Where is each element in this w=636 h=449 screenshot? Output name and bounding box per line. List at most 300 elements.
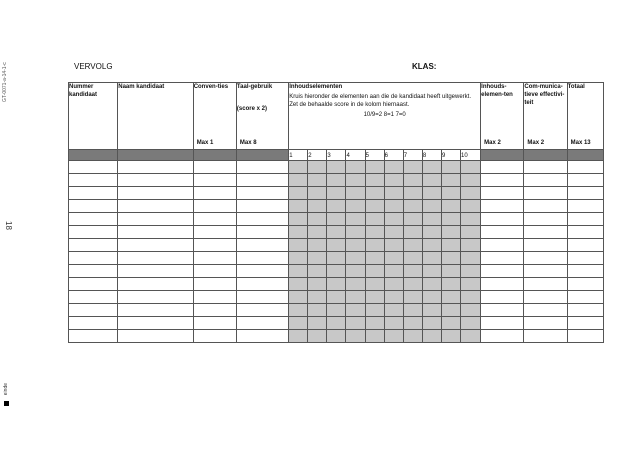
number-cell-blank — [524, 150, 567, 161]
totaal-cell[interactable] — [567, 239, 603, 252]
nummer-cell[interactable] — [69, 226, 118, 239]
col-totaal-max: Max 13 — [570, 139, 591, 146]
element-checkbox-cell[interactable] — [461, 213, 481, 226]
totaal-cell[interactable] — [567, 304, 603, 317]
number-cell-blank — [567, 150, 603, 161]
element-checkbox-cell[interactable] — [441, 304, 460, 317]
number-cell-blank — [193, 150, 236, 161]
communicatieve-cell[interactable] — [524, 304, 567, 317]
element-checkbox-cell[interactable] — [346, 265, 365, 278]
element-checkbox-cell[interactable] — [384, 317, 403, 330]
col-communicatieve-max: Max 2 — [527, 139, 545, 146]
element-checkbox-cell[interactable] — [365, 265, 384, 278]
naam-cell[interactable] — [118, 213, 193, 226]
conventies-cell[interactable] — [193, 239, 236, 252]
element-checkbox-cell[interactable] — [441, 213, 460, 226]
element-checkbox-cell[interactable] — [422, 226, 441, 239]
element-checkbox-cell[interactable] — [346, 174, 365, 187]
end-marker-icon — [4, 401, 9, 406]
element-checkbox-cell[interactable] — [384, 304, 403, 317]
document-code: GT-0071-a-14-1-c — [2, 62, 8, 102]
element-checkbox-cell[interactable] — [461, 278, 481, 291]
number-cell-blank — [118, 150, 193, 161]
element-checkbox-cell[interactable] — [289, 174, 308, 187]
element-number: 4 — [346, 150, 365, 161]
naam-cell[interactable] — [118, 239, 193, 252]
element-checkbox-cell[interactable] — [441, 239, 460, 252]
element-checkbox-cell[interactable] — [441, 200, 460, 213]
element-checkbox-cell[interactable] — [384, 239, 403, 252]
element-checkbox-cell[interactable] — [422, 161, 441, 174]
nummer-cell[interactable] — [69, 213, 118, 226]
element-checkbox-cell[interactable] — [289, 187, 308, 200]
element-checkbox-cell[interactable] — [308, 330, 327, 343]
naam-cell[interactable] — [118, 174, 193, 187]
table-row — [69, 174, 604, 187]
element-checkbox-cell[interactable] — [327, 278, 346, 291]
element-checkbox-cell[interactable] — [308, 252, 327, 265]
element-checkbox-cell[interactable] — [365, 304, 384, 317]
table-row — [69, 265, 604, 278]
element-checkbox-cell[interactable] — [422, 291, 441, 304]
element-number: 5 — [365, 150, 384, 161]
col-inhoud — [289, 83, 481, 150]
element-checkbox-cell[interactable] — [461, 252, 481, 265]
element-checkbox-cell[interactable] — [461, 239, 481, 252]
inhoudselementen-cell[interactable] — [481, 304, 524, 317]
element-checkbox-cell[interactable] — [308, 187, 327, 200]
table-row — [69, 252, 604, 265]
element-checkbox-cell[interactable] — [422, 252, 441, 265]
conventies-cell[interactable] — [193, 291, 236, 304]
nummer-cell[interactable] — [69, 187, 118, 200]
communicatieve-cell[interactable] — [524, 265, 567, 278]
element-checkbox-cell[interactable] — [403, 187, 422, 200]
number-cell-blank — [481, 150, 524, 161]
element-checkbox-cell[interactable] — [308, 174, 327, 187]
naam-cell[interactable] — [118, 161, 193, 174]
conventies-cell[interactable] — [193, 330, 236, 343]
element-checkbox-cell[interactable] — [308, 265, 327, 278]
element-checkbox-cell[interactable] — [384, 265, 403, 278]
element-checkbox-cell[interactable] — [327, 252, 346, 265]
naam-cell[interactable] — [118, 265, 193, 278]
table-row — [69, 161, 604, 174]
element-checkbox-cell[interactable] — [461, 200, 481, 213]
col-nummer — [69, 83, 118, 150]
communicatieve-cell[interactable] — [524, 278, 567, 291]
element-checkbox-cell[interactable] — [308, 317, 327, 330]
taalgebruik-cell[interactable] — [236, 317, 288, 330]
element-checkbox-cell[interactable] — [403, 161, 422, 174]
totaal-cell[interactable] — [567, 278, 603, 291]
nummer-cell[interactable] — [69, 252, 118, 265]
element-checkbox-cell[interactable] — [461, 265, 481, 278]
element-checkbox-cell[interactable] — [403, 291, 422, 304]
nummer-cell[interactable] — [69, 330, 118, 343]
element-checkbox-cell[interactable] — [308, 200, 327, 213]
element-checkbox-cell[interactable] — [384, 174, 403, 187]
col-nummer-title: Nummer kandidaat — [69, 84, 98, 99]
col-inhoud-desc: Kruis hieronder de elementen aan die de kandidaat heeft uitgewerkt. Zet de behaalde score in de kolom hiernaast. — [289, 94, 471, 109]
communicatieve-cell[interactable] — [524, 330, 567, 343]
taalgebruik-cell[interactable] — [236, 213, 288, 226]
col-inhoud-scores: 10/9=2 8=1 7=0 — [363, 112, 406, 119]
element-checkbox-cell[interactable] — [403, 330, 422, 343]
element-checkbox-cell[interactable] — [308, 161, 327, 174]
element-number: 2 — [308, 150, 327, 161]
element-checkbox-cell[interactable] — [289, 200, 308, 213]
totaal-cell[interactable] — [567, 291, 603, 304]
element-checkbox-cell[interactable] — [441, 278, 460, 291]
nummer-cell[interactable] — [69, 304, 118, 317]
element-checkbox-cell[interactable] — [461, 161, 481, 174]
element-checkbox-cell[interactable] — [461, 330, 481, 343]
element-checkbox-cell[interactable] — [327, 200, 346, 213]
totaal-cell[interactable] — [567, 187, 603, 200]
element-checkbox-cell[interactable] — [403, 213, 422, 226]
totaal-cell[interactable] — [567, 265, 603, 278]
naam-cell[interactable] — [118, 304, 193, 317]
taalgebruik-cell[interactable] — [236, 265, 288, 278]
element-checkbox-cell[interactable] — [422, 174, 441, 187]
element-checkbox-cell[interactable] — [327, 330, 346, 343]
element-checkbox-cell[interactable] — [289, 239, 308, 252]
conventies-cell[interactable] — [193, 213, 236, 226]
communicatieve-cell[interactable] — [524, 252, 567, 265]
end-label: einde — [3, 383, 9, 396]
element-checkbox-cell[interactable] — [289, 265, 308, 278]
element-checkbox-cell[interactable] — [289, 330, 308, 343]
communicatieve-cell[interactable] — [524, 187, 567, 200]
taalgebruik-cell[interactable] — [236, 278, 288, 291]
element-checkbox-cell[interactable] — [422, 239, 441, 252]
element-checkbox-cell[interactable] — [327, 239, 346, 252]
inhoudselementen-cell[interactable] — [481, 252, 524, 265]
element-checkbox-cell[interactable] — [422, 200, 441, 213]
naam-cell[interactable] — [118, 252, 193, 265]
element-checkbox-cell[interactable] — [422, 278, 441, 291]
table-row — [69, 239, 604, 252]
nummer-cell[interactable] — [69, 200, 118, 213]
element-checkbox-cell[interactable] — [403, 226, 422, 239]
totaal-cell[interactable] — [567, 252, 603, 265]
element-checkbox-cell[interactable] — [365, 330, 384, 343]
element-checkbox-cell[interactable] — [384, 187, 403, 200]
col-taalgebruik-title: Taal-gebruik — [236, 84, 273, 90]
element-number: 3 — [327, 150, 346, 161]
col-taalgebruik-sub: (score x 2) — [236, 106, 267, 113]
element-checkbox-cell[interactable] — [422, 265, 441, 278]
element-checkbox-cell[interactable] — [365, 187, 384, 200]
col-naam-title: Naam kandidaat — [118, 84, 165, 90]
page-number: 18 — [3, 221, 13, 230]
inhoudselementen-cell[interactable] — [481, 317, 524, 330]
element-checkbox-cell[interactable] — [403, 200, 422, 213]
naam-cell[interactable] — [118, 317, 193, 330]
totaal-cell[interactable] — [567, 174, 603, 187]
element-number: 9 — [441, 150, 460, 161]
element-number: 1 — [289, 150, 308, 161]
element-checkbox-cell[interactable] — [308, 239, 327, 252]
element-checkbox-cell[interactable] — [441, 330, 460, 343]
element-checkbox-cell[interactable] — [327, 317, 346, 330]
taalgebruik-cell[interactable] — [236, 226, 288, 239]
taalgebruik-cell[interactable] — [236, 174, 288, 187]
col-inhoudselementen-max: Max 2 — [484, 139, 501, 146]
totaal-cell[interactable] — [567, 200, 603, 213]
element-checkbox-cell[interactable] — [308, 213, 327, 226]
inhoudselementen-cell[interactable] — [481, 200, 524, 213]
element-checkbox-cell[interactable] — [346, 226, 365, 239]
element-checkbox-cell[interactable] — [327, 265, 346, 278]
conventies-cell[interactable] — [193, 252, 236, 265]
taalgebruik-cell[interactable] — [236, 187, 288, 200]
taalgebruik-cell[interactable] — [236, 252, 288, 265]
element-checkbox-cell[interactable] — [327, 213, 346, 226]
element-checkbox-cell[interactable] — [346, 252, 365, 265]
taalgebruik-cell[interactable] — [236, 200, 288, 213]
element-checkbox-cell[interactable] — [422, 213, 441, 226]
naam-cell[interactable] — [118, 291, 193, 304]
table-row — [69, 330, 604, 343]
conventies-cell[interactable] — [193, 187, 236, 200]
element-checkbox-cell[interactable] — [461, 187, 481, 200]
element-checkbox-cell[interactable] — [441, 252, 460, 265]
element-number: 6 — [384, 150, 403, 161]
element-checkbox-cell[interactable] — [346, 161, 365, 174]
table-row — [69, 226, 604, 239]
element-checkbox-cell[interactable] — [289, 252, 308, 265]
element-checkbox-cell[interactable] — [365, 317, 384, 330]
communicatieve-cell[interactable] — [524, 213, 567, 226]
element-checkbox-cell[interactable] — [346, 278, 365, 291]
element-checkbox-cell[interactable] — [422, 187, 441, 200]
element-number: 7 — [403, 150, 422, 161]
col-conventies-title: Conven-ties — [193, 84, 229, 90]
element-checkbox-cell[interactable] — [441, 317, 460, 330]
col-taalgebruik-max: Max 8 — [239, 139, 257, 146]
element-checkbox-cell[interactable] — [327, 226, 346, 239]
conventies-cell[interactable] — [193, 161, 236, 174]
nummer-cell[interactable] — [69, 278, 118, 291]
col-inhoudselementen-title: Inhouds-elemen-ten — [481, 84, 513, 99]
element-checkbox-cell[interactable] — [308, 278, 327, 291]
element-checkbox-cell[interactable] — [461, 226, 481, 239]
element-checkbox-cell[interactable] — [422, 317, 441, 330]
totaal-cell[interactable] — [567, 330, 603, 343]
element-checkbox-cell[interactable] — [308, 291, 327, 304]
naam-cell[interactable] — [118, 278, 193, 291]
element-checkbox-cell[interactable] — [289, 291, 308, 304]
nummer-cell[interactable] — [69, 265, 118, 278]
element-checkbox-cell[interactable] — [441, 226, 460, 239]
table-row — [69, 317, 604, 330]
element-checkbox-cell[interactable] — [422, 330, 441, 343]
col-taalgebruik — [236, 83, 288, 150]
element-checkbox-cell[interactable] — [384, 226, 403, 239]
nummer-cell[interactable] — [69, 174, 118, 187]
element-number-row — [69, 150, 604, 161]
taalgebruik-cell[interactable] — [236, 304, 288, 317]
conventies-cell[interactable] — [193, 200, 236, 213]
vervolg-label: VERVOLG — [74, 62, 113, 71]
element-checkbox-cell[interactable] — [365, 161, 384, 174]
conventies-cell[interactable] — [193, 174, 236, 187]
element-checkbox-cell[interactable] — [384, 213, 403, 226]
naam-cell[interactable] — [118, 200, 193, 213]
element-checkbox-cell[interactable] — [365, 200, 384, 213]
element-checkbox-cell[interactable] — [327, 174, 346, 187]
element-number: 10 — [461, 150, 481, 161]
element-checkbox-cell[interactable] — [403, 265, 422, 278]
element-checkbox-cell[interactable] — [384, 161, 403, 174]
element-checkbox-cell[interactable] — [403, 174, 422, 187]
naam-cell[interactable] — [118, 226, 193, 239]
element-checkbox-cell[interactable] — [384, 278, 403, 291]
communicatieve-cell[interactable] — [524, 200, 567, 213]
element-checkbox-cell[interactable] — [346, 200, 365, 213]
element-checkbox-cell[interactable] — [441, 291, 460, 304]
element-checkbox-cell[interactable] — [461, 317, 481, 330]
naam-cell[interactable] — [118, 330, 193, 343]
element-checkbox-cell[interactable] — [365, 278, 384, 291]
klas-label: KLAS: — [412, 62, 437, 71]
element-checkbox-cell[interactable] — [308, 226, 327, 239]
col-communicatieve — [524, 83, 567, 150]
communicatieve-cell[interactable] — [524, 239, 567, 252]
element-checkbox-cell[interactable] — [441, 265, 460, 278]
element-checkbox-cell[interactable] — [289, 317, 308, 330]
totaal-cell[interactable] — [567, 213, 603, 226]
element-checkbox-cell[interactable] — [346, 239, 365, 252]
element-checkbox-cell[interactable] — [365, 226, 384, 239]
element-checkbox-cell[interactable] — [346, 187, 365, 200]
taalgebruik-cell[interactable] — [236, 161, 288, 174]
totaal-cell[interactable] — [567, 226, 603, 239]
table-row — [69, 187, 604, 200]
taalgebruik-cell[interactable] — [236, 291, 288, 304]
element-checkbox-cell[interactable] — [384, 330, 403, 343]
inhoudselementen-cell[interactable] — [481, 213, 524, 226]
element-checkbox-cell[interactable] — [308, 304, 327, 317]
communicatieve-cell[interactable] — [524, 226, 567, 239]
element-checkbox-cell[interactable] — [346, 317, 365, 330]
element-checkbox-cell[interactable] — [365, 252, 384, 265]
element-checkbox-cell[interactable] — [403, 239, 422, 252]
naam-cell[interactable] — [118, 187, 193, 200]
col-inhoudselementen — [481, 83, 524, 150]
communicatieve-cell[interactable] — [524, 161, 567, 174]
element-checkbox-cell[interactable] — [327, 187, 346, 200]
number-cell-blank — [236, 150, 288, 161]
table-row — [69, 304, 604, 317]
conventies-cell[interactable] — [193, 226, 236, 239]
header-row — [69, 83, 604, 150]
element-checkbox-cell[interactable] — [327, 304, 346, 317]
element-checkbox-cell[interactable] — [384, 200, 403, 213]
element-checkbox-cell[interactable] — [384, 252, 403, 265]
nummer-cell[interactable] — [69, 239, 118, 252]
col-conventies-max: Max 1 — [196, 139, 214, 146]
element-checkbox-cell[interactable] — [441, 174, 460, 187]
element-checkbox-cell[interactable] — [461, 291, 481, 304]
table-row — [69, 278, 604, 291]
conventies-cell[interactable] — [193, 304, 236, 317]
element-checkbox-cell[interactable] — [365, 174, 384, 187]
nummer-cell[interactable] — [69, 317, 118, 330]
totaal-cell[interactable] — [567, 161, 603, 174]
element-checkbox-cell[interactable] — [327, 291, 346, 304]
conventies-cell[interactable] — [193, 317, 236, 330]
communicatieve-cell[interactable] — [524, 174, 567, 187]
inhoudselementen-cell[interactable] — [481, 330, 524, 343]
nummer-cell[interactable] — [69, 291, 118, 304]
element-checkbox-cell[interactable] — [289, 278, 308, 291]
taalgebruik-cell[interactable] — [236, 239, 288, 252]
col-naam — [118, 83, 193, 150]
element-checkbox-cell[interactable] — [461, 174, 481, 187]
col-totaal-title: Totaal — [567, 84, 585, 90]
table-row — [69, 213, 604, 226]
element-checkbox-cell[interactable] — [289, 304, 308, 317]
conventies-cell[interactable] — [193, 265, 236, 278]
inhoudselementen-cell[interactable] — [481, 291, 524, 304]
element-checkbox-cell[interactable] — [384, 291, 403, 304]
element-checkbox-cell[interactable] — [327, 161, 346, 174]
inhoudselementen-cell[interactable] — [481, 278, 524, 291]
element-checkbox-cell[interactable] — [403, 252, 422, 265]
element-checkbox-cell[interactable] — [289, 213, 308, 226]
col-totaal — [567, 83, 603, 150]
inhoudselementen-cell[interactable] — [481, 226, 524, 239]
inhoudselementen-cell[interactable] — [481, 174, 524, 187]
nummer-cell[interactable] — [69, 161, 118, 174]
inhoudselementen-cell[interactable] — [481, 239, 524, 252]
element-number: 8 — [422, 150, 441, 161]
col-conventies — [193, 83, 236, 150]
number-cell-blank — [69, 150, 118, 161]
element-checkbox-cell[interactable] — [346, 330, 365, 343]
element-checkbox-cell[interactable] — [289, 226, 308, 239]
element-checkbox-cell[interactable] — [346, 304, 365, 317]
element-checkbox-cell[interactable] — [441, 161, 460, 174]
element-checkbox-cell[interactable] — [365, 239, 384, 252]
inhoudselementen-cell[interactable] — [481, 265, 524, 278]
element-checkbox-cell[interactable] — [403, 304, 422, 317]
element-checkbox-cell[interactable] — [346, 213, 365, 226]
communicatieve-cell[interactable] — [524, 317, 567, 330]
element-checkbox-cell[interactable] — [461, 304, 481, 317]
element-checkbox-cell[interactable] — [346, 291, 365, 304]
inhoudselementen-cell[interactable] — [481, 161, 524, 174]
communicatieve-cell[interactable] — [524, 291, 567, 304]
element-checkbox-cell[interactable] — [422, 304, 441, 317]
element-checkbox-cell[interactable] — [403, 317, 422, 330]
taalgebruik-cell[interactable] — [236, 330, 288, 343]
element-checkbox-cell[interactable] — [289, 161, 308, 174]
table-row — [69, 200, 604, 213]
element-checkbox-cell[interactable] — [365, 291, 384, 304]
table-row — [69, 291, 604, 304]
element-checkbox-cell[interactable] — [403, 278, 422, 291]
element-checkbox-cell[interactable] — [365, 213, 384, 226]
inhoudselementen-cell[interactable] — [481, 187, 524, 200]
totaal-cell[interactable] — [567, 317, 603, 330]
candidate-rows — [69, 161, 604, 343]
element-checkbox-cell[interactable] — [441, 187, 460, 200]
conventies-cell[interactable] — [193, 278, 236, 291]
